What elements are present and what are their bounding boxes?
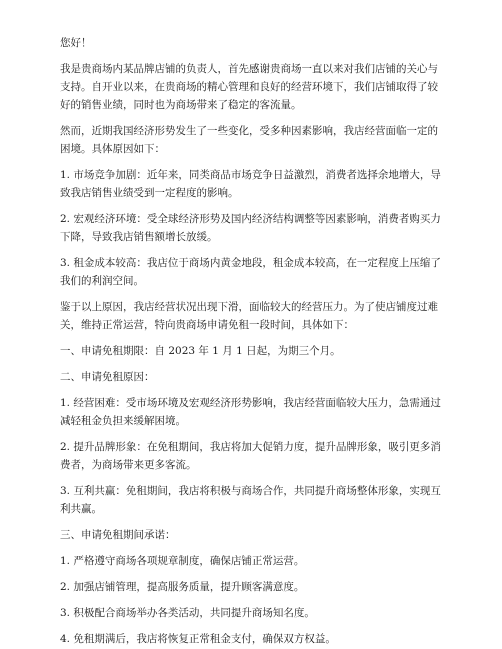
reason-item-1: 1. 市场竞争加剧：近年来，同类商品市场竞争日益激烈，消费者选择余地增大，导致我店销售业绩受到一定程度的影响。 — [60, 169, 441, 199]
cause-item-3: 3. 互利共赢：免租期间，我店将积极与商场合作，共同提升商场整体形象，实现互利共赢。 — [60, 485, 441, 515]
paragraph-situation: 然而，近期我国经济形势发生了一些变化，受多种因素影响，我店经营面临一定的困境。具体原因如下： — [60, 125, 438, 155]
reason-item-3: 3. 租金成本较高：我店位于商场内黄金地段，租金成本较高，在一定程度上压缩了我们的利润空间。 — [60, 257, 441, 287]
reason-item-2: 2. 宏观经济环境：受全球经济形势及国内经济结构调整等因素影响，消费者购买力下降，导致我店销售额增长放缓。 — [60, 213, 441, 243]
promise-item-1: 1. 严格遵守商场各项规章制度，确保店铺正常运营。 — [60, 555, 305, 567]
section-1-heading: 一、申请免租期限：自 2023 年 1 月 1 日起，为期三个月。 — [60, 345, 341, 357]
section-3-heading: 三、申请免租期间承诺： — [60, 529, 176, 541]
promise-item-2: 2. 加强店铺管理，提高服务质量，提升顾客满意度。 — [60, 581, 305, 593]
promise-item-4: 4. 免租期满后，我店将恢复正常租金支付，确保双方权益。 — [60, 633, 336, 645]
paragraph-request: 鉴于以上原因，我店经营状况出现下滑，面临较大的经营压力。为了使店铺度过难关，维持正常运营，特向贵商场申请免租一段时间，具体如下： — [60, 301, 438, 331]
greeting: 您好！ — [60, 37, 92, 49]
promise-item-3: 3. 积极配合商场举办各类活动，共同提升商场知名度。 — [60, 607, 315, 619]
section-2-heading: 二、申请免租原因： — [60, 371, 155, 383]
cause-item-1: 1. 经营困难：受市场环境及宏观经济形势影响，我店经营面临较大压力，急需通过减轻租金负担来缓解困境。 — [60, 397, 441, 427]
cause-item-2: 2. 提升品牌形象：在免租期间，我店将加大促销力度，提升品牌形象，吸引更多消费者，为商场带来更多客流。 — [60, 441, 441, 471]
paragraph-intro: 我是贵商场内某品牌店铺的负责人，首先感谢贵商场一直以来对我们店铺的关心与支持。自开业以来，在贵商场的精心管理和良好的经营环境下，我们店铺取得了较好的销售业绩，同时也为商场带来了稳定的客流量。 — [60, 63, 438, 111]
